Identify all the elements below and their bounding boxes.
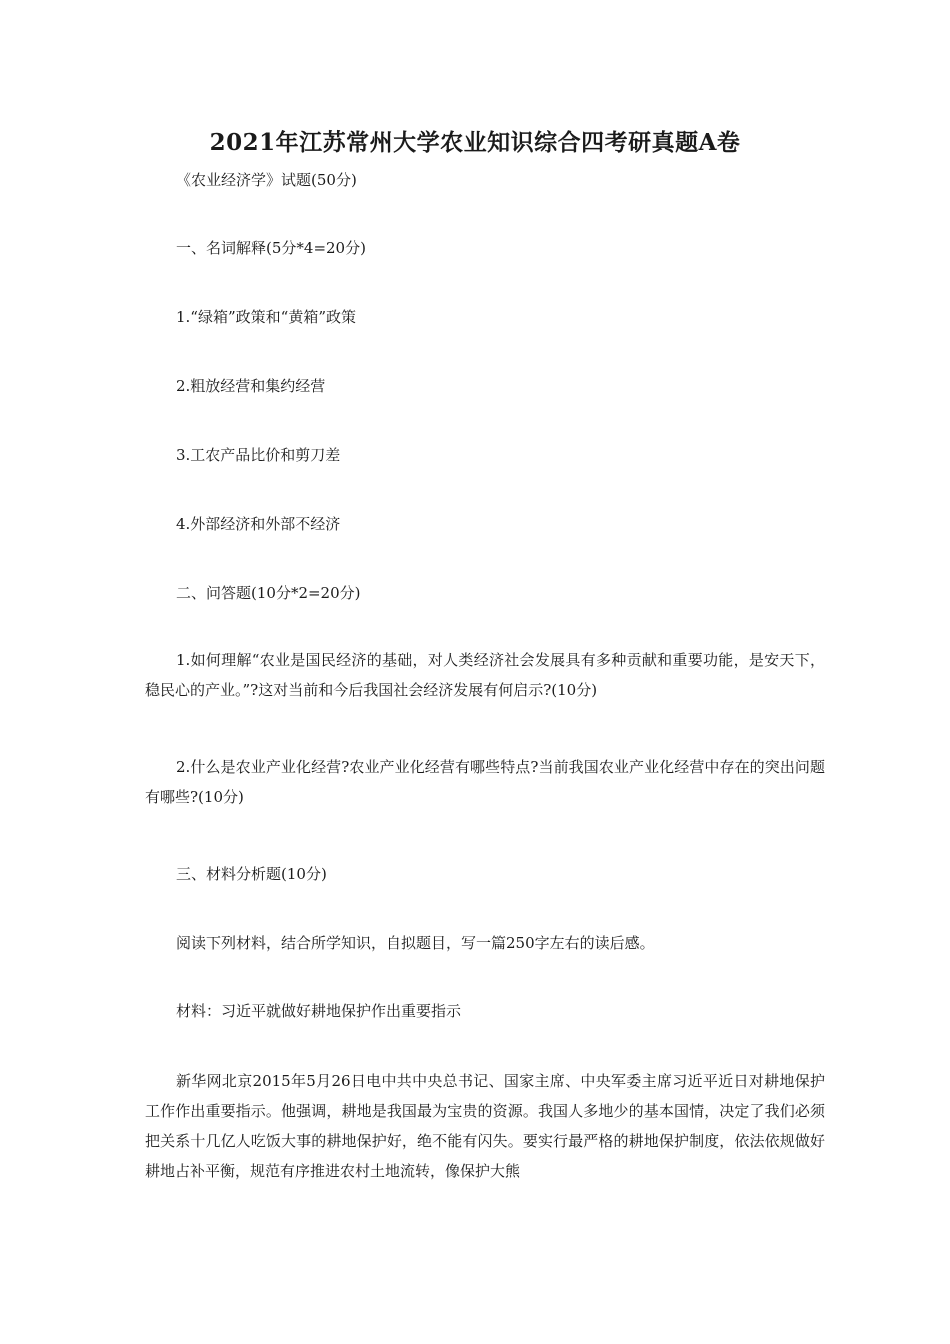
material-title: 材料：习近平就做好耕地保护作出重要指示	[176, 1002, 462, 1020]
section-heading-terms: 一、名词解释(5分*4=20分)	[176, 239, 366, 257]
section-heading-questions: 二、问答题(10分*2=20分)	[176, 584, 361, 602]
term-item-1: 1.“绿箱”政策和“黄箱”政策	[176, 308, 356, 326]
section-heading-analysis: 三、材料分析题(10分)	[176, 865, 327, 883]
material-text: 新华网北京2015年5月26日电中共中央总书记、国家主席、中央军委主席习近平近日对耕地保护工作作出重要指示。他强调，耕地是我国最为宝贵的资源。我国人多地少的基本国情，决定了我们必须把关系十几亿人吃饭大事的耕地保护好，绝不能有闪失。要实行最严格的耕地保护制度，依法依规做好耕地占补平衡，规范有序推进农村土地流转，像保护大熊	[145, 1072, 825, 1180]
document-title: 2021年江苏常州大学农业知识综合四考研真题A卷	[209, 129, 741, 156]
question-2: 2.什么是农业产业化经营?农业产业化经营有哪些特点?当前我国农业产业化经营中存在的突出问题有哪些?(10分)	[145, 758, 825, 806]
analysis-instruction: 阅读下列材料，结合所学知识，自拟题目，写一篇250字左右的读后感。	[176, 934, 655, 952]
term-item-3: 3.工农产品比价和剪刀差	[176, 446, 341, 464]
exam-subtitle: 《农业经济学》试题(50分)	[176, 171, 357, 189]
term-item-4: 4.外部经济和外部不经济	[176, 515, 341, 533]
question-1: 1.如何理解“农业是国民经济的基础，对人类经济社会发展具有多种贡献和重要功能，是安天下，稳民心的产业。”?这对当前和今后我国社会经济发展有何启示?(10分)	[145, 651, 825, 699]
term-item-2: 2.粗放经营和集约经营	[176, 377, 326, 395]
